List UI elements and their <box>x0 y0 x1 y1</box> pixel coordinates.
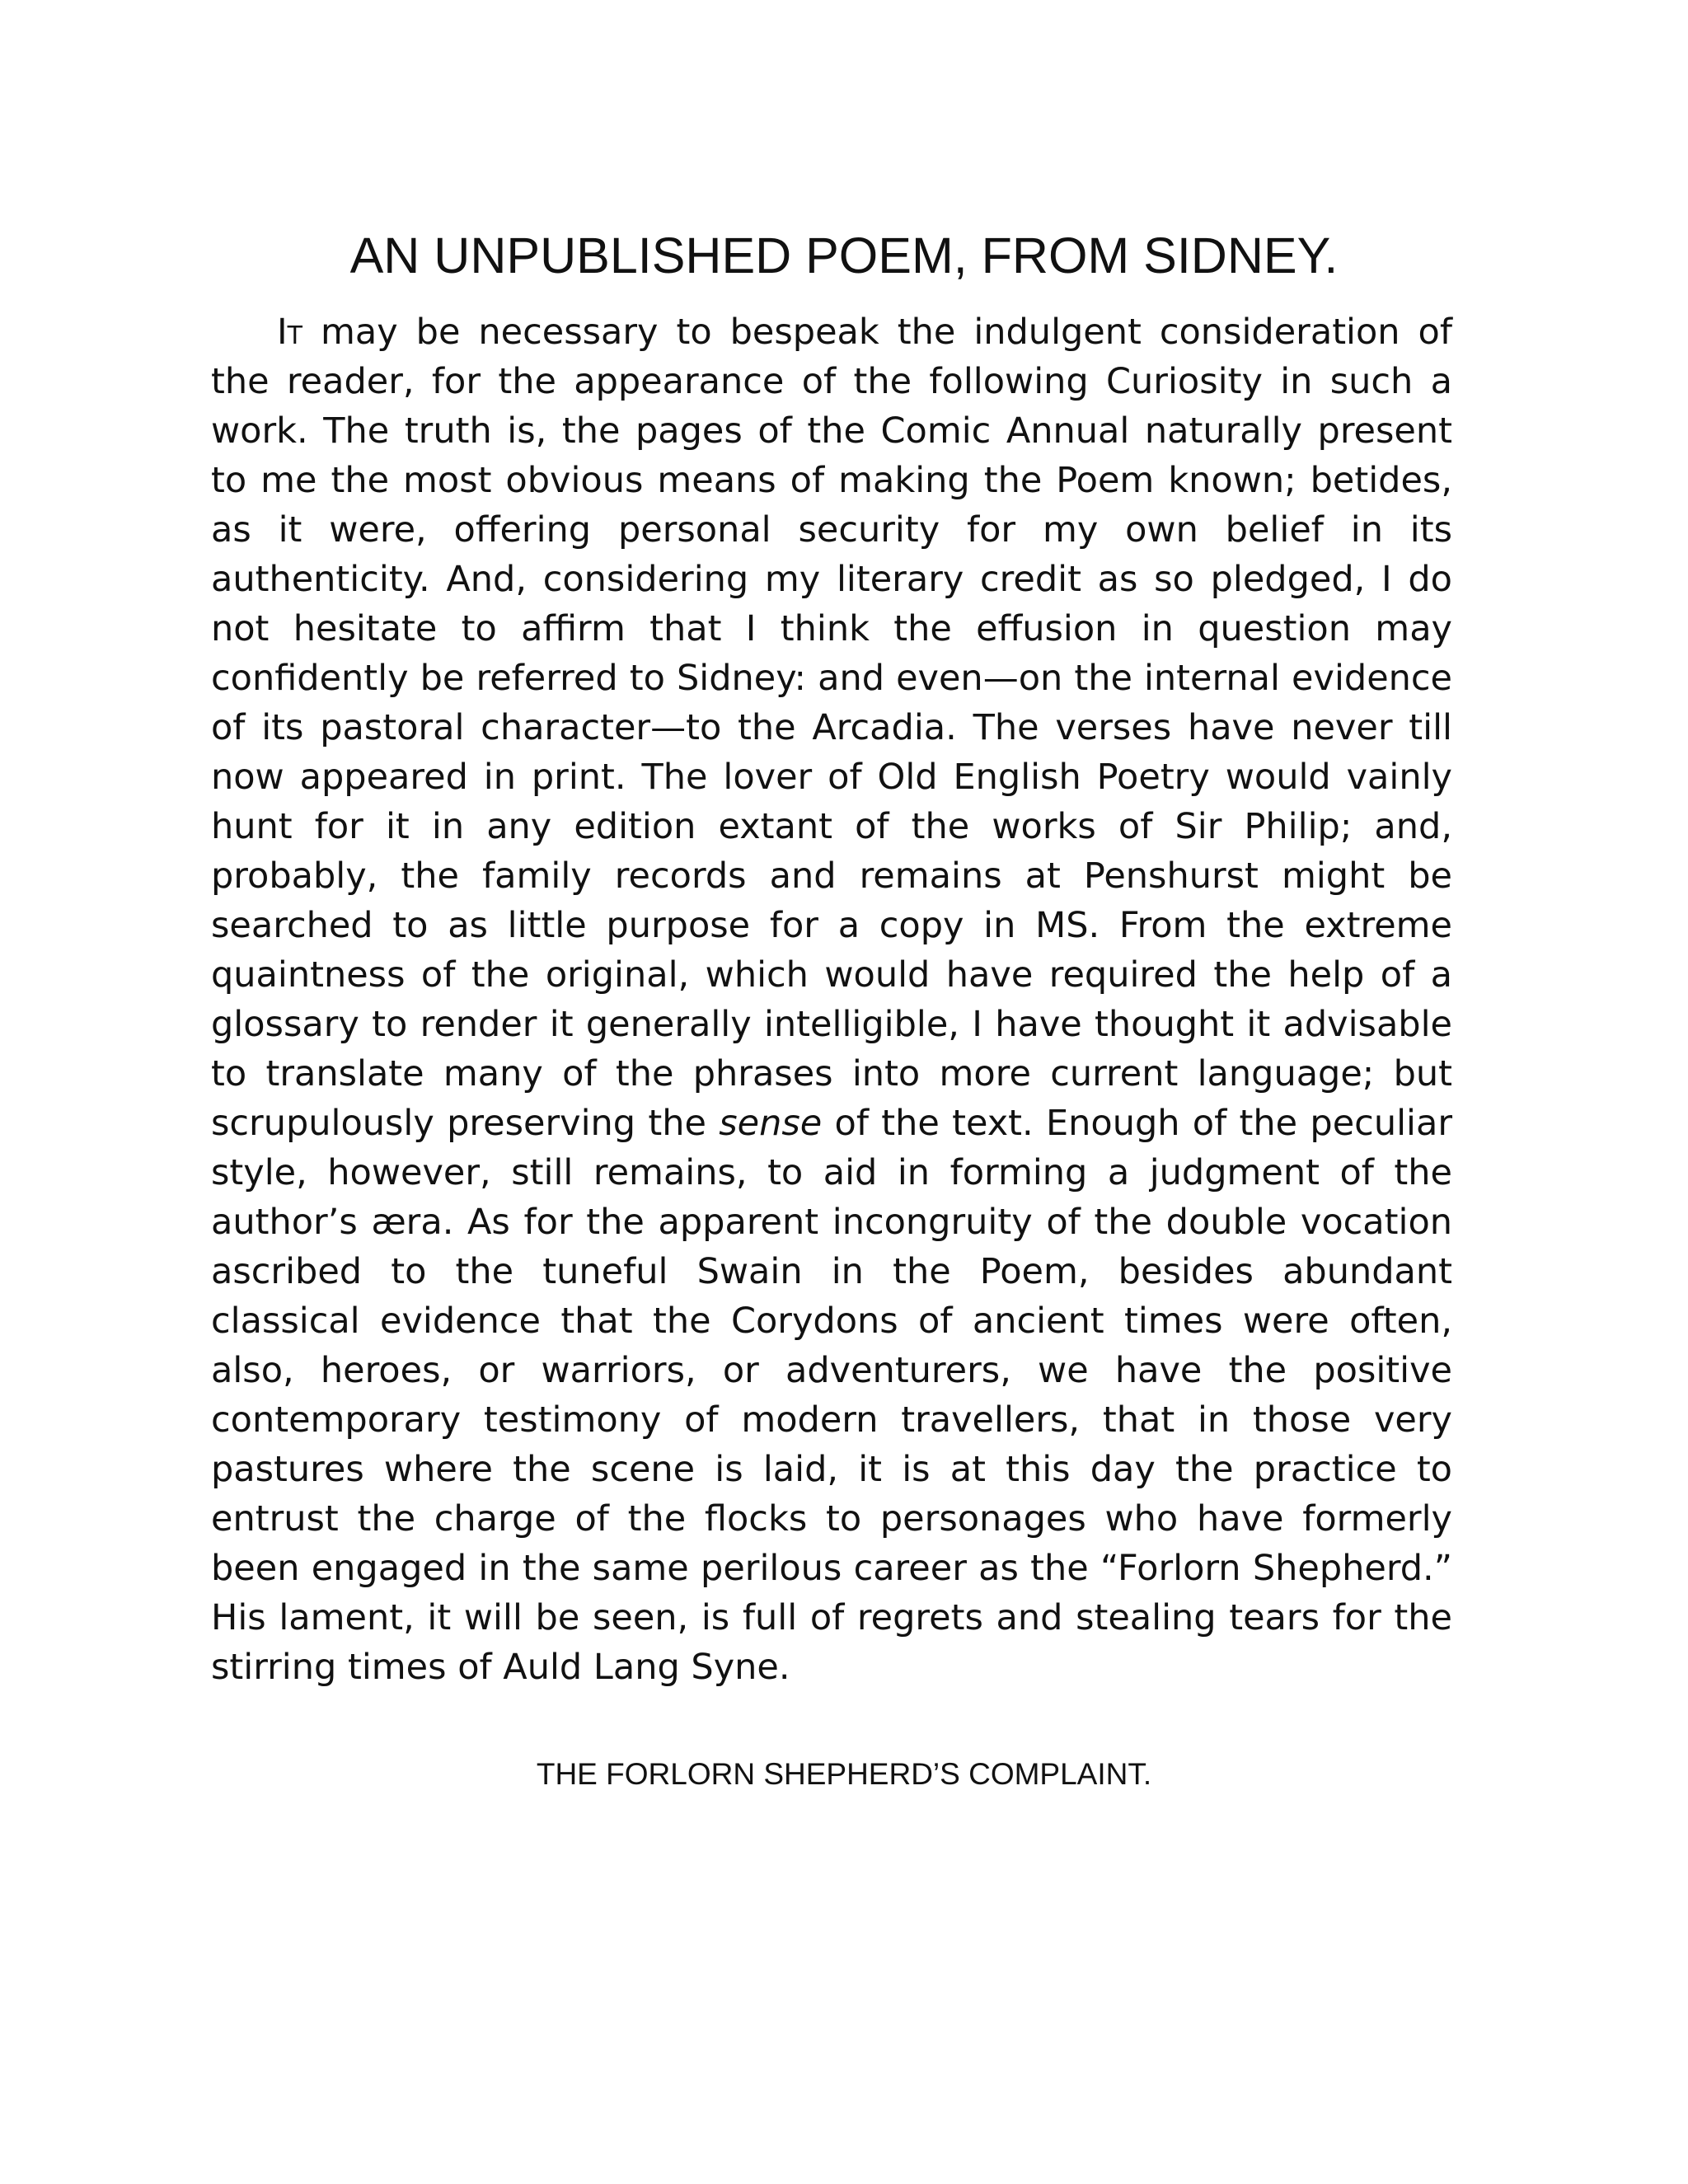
page-title: AN UNPUBLISHED POEM, FROM SIDNEY. <box>349 227 1339 284</box>
poem-title: THE FORLORN SHEPHERD’S COMPLAINT. <box>536 1757 1152 1791</box>
intro-paragraph <box>211 307 1452 1692</box>
intro-emphasis: sense <box>719 1103 823 1144</box>
intro-text-part2: of the text. Enough of the peculiar style, however, still remains, to aid in forming a judgment of the author’s æra. As for the apparent incongruity of the double vocation ascribed to the tuneful Swain in the Poem, besides abundant classical evidence that the Corydons of ancient times were often, also, heroes, or warriors, or adventurers, we have the positive contemporary testimony of modern travellers, that in those very pastures where the scene is laid, it is at this day the practice to entrust the charge of the flocks to personages who have formerly been engaged in the same perilous career as the “Forlorn Shepherd.” His lament, it will be seen, is full of regrets and stealing tears for the stirring times of Auld Lang Syne. <box>211 1103 1452 1688</box>
intro-text-part1: may be necessary to bespeak the indulgent consideration of the reader, for the appearance of the following Curiosity in such a work. The truth is, the pages of the Comic Annual naturally present to me the most obvious means of making the Poem known; betides, as it were, offering personal security for my own belief in its authenticity. And, considering my literary credit as so pledged, I do not hesitate to affirm that I think the effusion in question may confidently be referred to Sidney: and even—on the internal evidence of its pastoral character—to the Arcadia. The verses have never till now appeared in print. The lover of Old English Poetry would vainly hunt for it in any edition extant of the works of Sir Philip; and, probably, the family records and remains at Penshurst might be searched to as little purpose for a copy in MS. From the extreme quaintness of the original, which would have required the help of a glossary to render it generally intelligible, I have thought it advisable to translate many of the phrases into more current language; but scrupulously preserving the <box>211 312 1452 1144</box>
drop-initial-word: It <box>277 312 303 353</box>
